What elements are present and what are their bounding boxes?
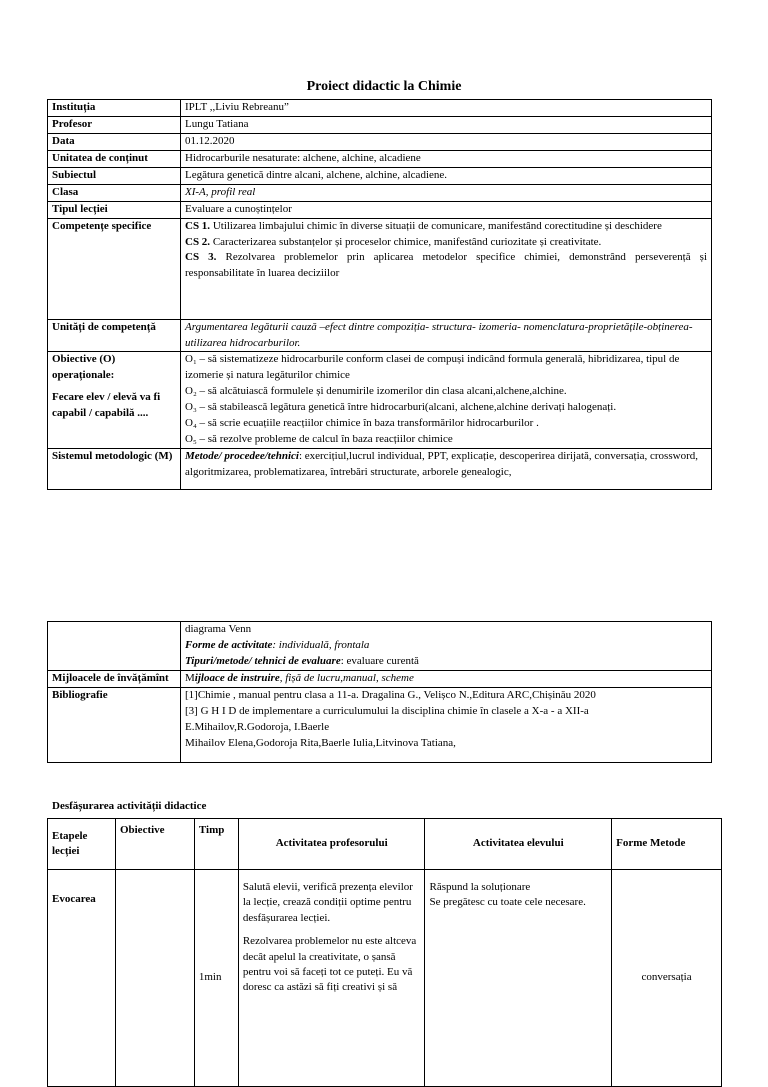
row-label: Profesor bbox=[48, 116, 181, 133]
activity-header-row bbox=[48, 819, 722, 870]
header-cell: Obiective bbox=[115, 819, 194, 870]
header-cell: Activitatea elevului bbox=[425, 819, 612, 870]
table-row bbox=[48, 150, 712, 167]
table-row bbox=[48, 201, 712, 218]
table-row bbox=[48, 133, 712, 150]
resources-cell: Mijloace de instruire, fișă de lucru,manual, scheme bbox=[181, 670, 712, 687]
row-label: Unitatea de conținut bbox=[48, 150, 181, 167]
row-value: Evaluare a cunoștințelor bbox=[181, 201, 712, 218]
competence-code: CS 3. bbox=[185, 251, 217, 264]
project-info-table-continued bbox=[47, 621, 712, 763]
table-row bbox=[48, 100, 712, 117]
header-cell: Etapele lecției bbox=[48, 819, 116, 870]
bibliography-line: E.Mihailov,R.Godoroja, I.Baerle bbox=[185, 720, 330, 733]
activity-table bbox=[47, 818, 722, 1087]
competente-cell bbox=[181, 218, 712, 319]
competence-item: CS 3. Rezolvarea problemelor prin aplicarea metodelor specifice chimiei, demonstrând perseverență și responsabilitate în luarea deciziilor bbox=[185, 251, 708, 280]
table-row bbox=[48, 167, 712, 184]
objective-item: O₂ – să alcătuiască formulele și denumirile izomerilor din clasa alcani,alchene,alchine. bbox=[185, 385, 567, 398]
row-value: Legătura genetică dintre alcani, alchene, alchine, alcadiene. bbox=[181, 167, 712, 184]
row-label: Instituția bbox=[48, 100, 181, 117]
objectives-cell bbox=[115, 870, 194, 1087]
row-label: Competențe specifice bbox=[48, 218, 181, 319]
objectives-label: Obiective (O) operaționale: Fecare elev / elevă va fi capabil / capabilă .... bbox=[48, 352, 181, 449]
row-value: XI-A, profil real bbox=[181, 184, 712, 201]
competence-code: CS 2. bbox=[185, 235, 211, 248]
table-row bbox=[48, 449, 712, 490]
row-value: Lungu Tatiana bbox=[181, 116, 712, 133]
row-label: Subiectul bbox=[48, 167, 181, 184]
objectives-cell bbox=[181, 352, 712, 449]
stage-cell: Evocarea bbox=[48, 870, 116, 1087]
objective-item: O₄ – să scrie ecuațiile reacțiilor chimice în baza transformărilor hidrocarburilor . bbox=[185, 417, 539, 430]
teacher-activity-cell: Salută elevii, verifică prezența elevilor la lecție, crează condiții optime pentru desfășurarea lecției. Rezolvarea problemelor nu este altceva decât apelul la creativitate, o șansă pentru voi să faceți tot ce puteți. Eu vă doresc ca astăzi să fiți creativi și să bbox=[238, 870, 425, 1087]
bibliography-line: Mihailov Elena,Godoroja Rita,Baerle Iulia,Litvinova Tatiana, bbox=[185, 736, 456, 749]
row-label: Unități de competență bbox=[48, 319, 181, 352]
project-info-table bbox=[47, 99, 712, 490]
row-value: Argumentarea legăturii cauză –efect dintre compoziția- structura- izomeria- nomenclatura-proprietățile-obținerea-utilizarea hidrocarburilor. bbox=[181, 319, 712, 352]
header-cell: Activitatea profesorului bbox=[238, 819, 425, 870]
table-row bbox=[48, 670, 712, 687]
activity-subtitle: Desfășurarea activității didactice bbox=[52, 800, 207, 812]
table-row bbox=[48, 622, 712, 671]
table-row bbox=[48, 319, 712, 352]
bibliography-line: [1]Chimie , manual pentru clasa a 11-a. Dragalina G., Velișco N.,Editura ARC,Chișinău 2020 bbox=[185, 688, 596, 701]
objective-item: O₃ – să stabilească legătura genetică între hidrocarburi(alcani, alchene,alchine derivați halogenați. bbox=[185, 401, 617, 414]
row-label-empty bbox=[48, 622, 181, 671]
row-label: Bibliografie bbox=[48, 687, 181, 762]
row-label: Tipul lecției bbox=[48, 201, 181, 218]
objective-item: O₅ – să rezolve probleme de calcul în baza reacțiilor chimice bbox=[185, 433, 453, 446]
competence-item: CS 2. Caracterizarea substanțelor și proceselor chimice, manifestând curiozitate și creativitate. bbox=[185, 235, 602, 248]
time-cell: 1min bbox=[194, 870, 238, 1087]
table-row bbox=[48, 116, 712, 133]
row-label: Clasa bbox=[48, 184, 181, 201]
continuation-cell: diagrama Venn Forme de activitate: individuală, frontala Tipuri/metode/ tehnici de evaluare: evaluare curentă bbox=[181, 622, 712, 671]
row-label: Data bbox=[48, 133, 181, 150]
bibliography-line: [3] G H I D de implementare a curriculumului la disciplina chimie în clasele a X-a - a XII-a bbox=[185, 704, 589, 717]
row-value: 01.12.2020 bbox=[181, 133, 712, 150]
activity-row bbox=[48, 870, 722, 1087]
table-row bbox=[48, 687, 712, 762]
row-value: Hidrocarburile nesaturate: alchene, alchine, alcadiene bbox=[181, 150, 712, 167]
objective-item: O₁ – să sistematizeze hidrocarburile conform clasei de compuși indicând formula generală, hibridizarea, tipul de izomerie și natura legăturilor chimice bbox=[185, 353, 680, 382]
table-row bbox=[48, 184, 712, 201]
table-row bbox=[48, 352, 712, 449]
row-value: IPLT ,,Liviu Rebreanu” bbox=[181, 100, 712, 117]
page-title: Proiect didactic la Chimie bbox=[306, 79, 462, 94]
header-cell: Forme Metode bbox=[612, 819, 722, 870]
methods-cell: Metode/ procedee/tehnici: exercițiul,lucrul individual, PPT, explicație, descoperirea dirijată, conversația, crossword, algoritmizarea, problematizarea, întrebări structurate, arborele genealogic, bbox=[181, 449, 712, 490]
bibliography-cell bbox=[181, 687, 712, 762]
competence-item: CS 1. Utilizarea limbajului chimic în diverse situații de comunicare, manifestând corectitudine și deschidere bbox=[185, 219, 662, 232]
competence-code: CS 1. bbox=[185, 219, 211, 232]
table-row bbox=[48, 218, 712, 319]
row-label: Sistemul metodologic (M) bbox=[48, 449, 181, 490]
student-activity-cell: Răspund la soluționare Se pregătesc cu toate cele necesare. bbox=[425, 870, 612, 1087]
row-label: Mijloacele de învățămînt bbox=[48, 670, 181, 687]
methods-cell: conversația bbox=[612, 870, 722, 1087]
header-cell: Timp bbox=[194, 819, 238, 870]
